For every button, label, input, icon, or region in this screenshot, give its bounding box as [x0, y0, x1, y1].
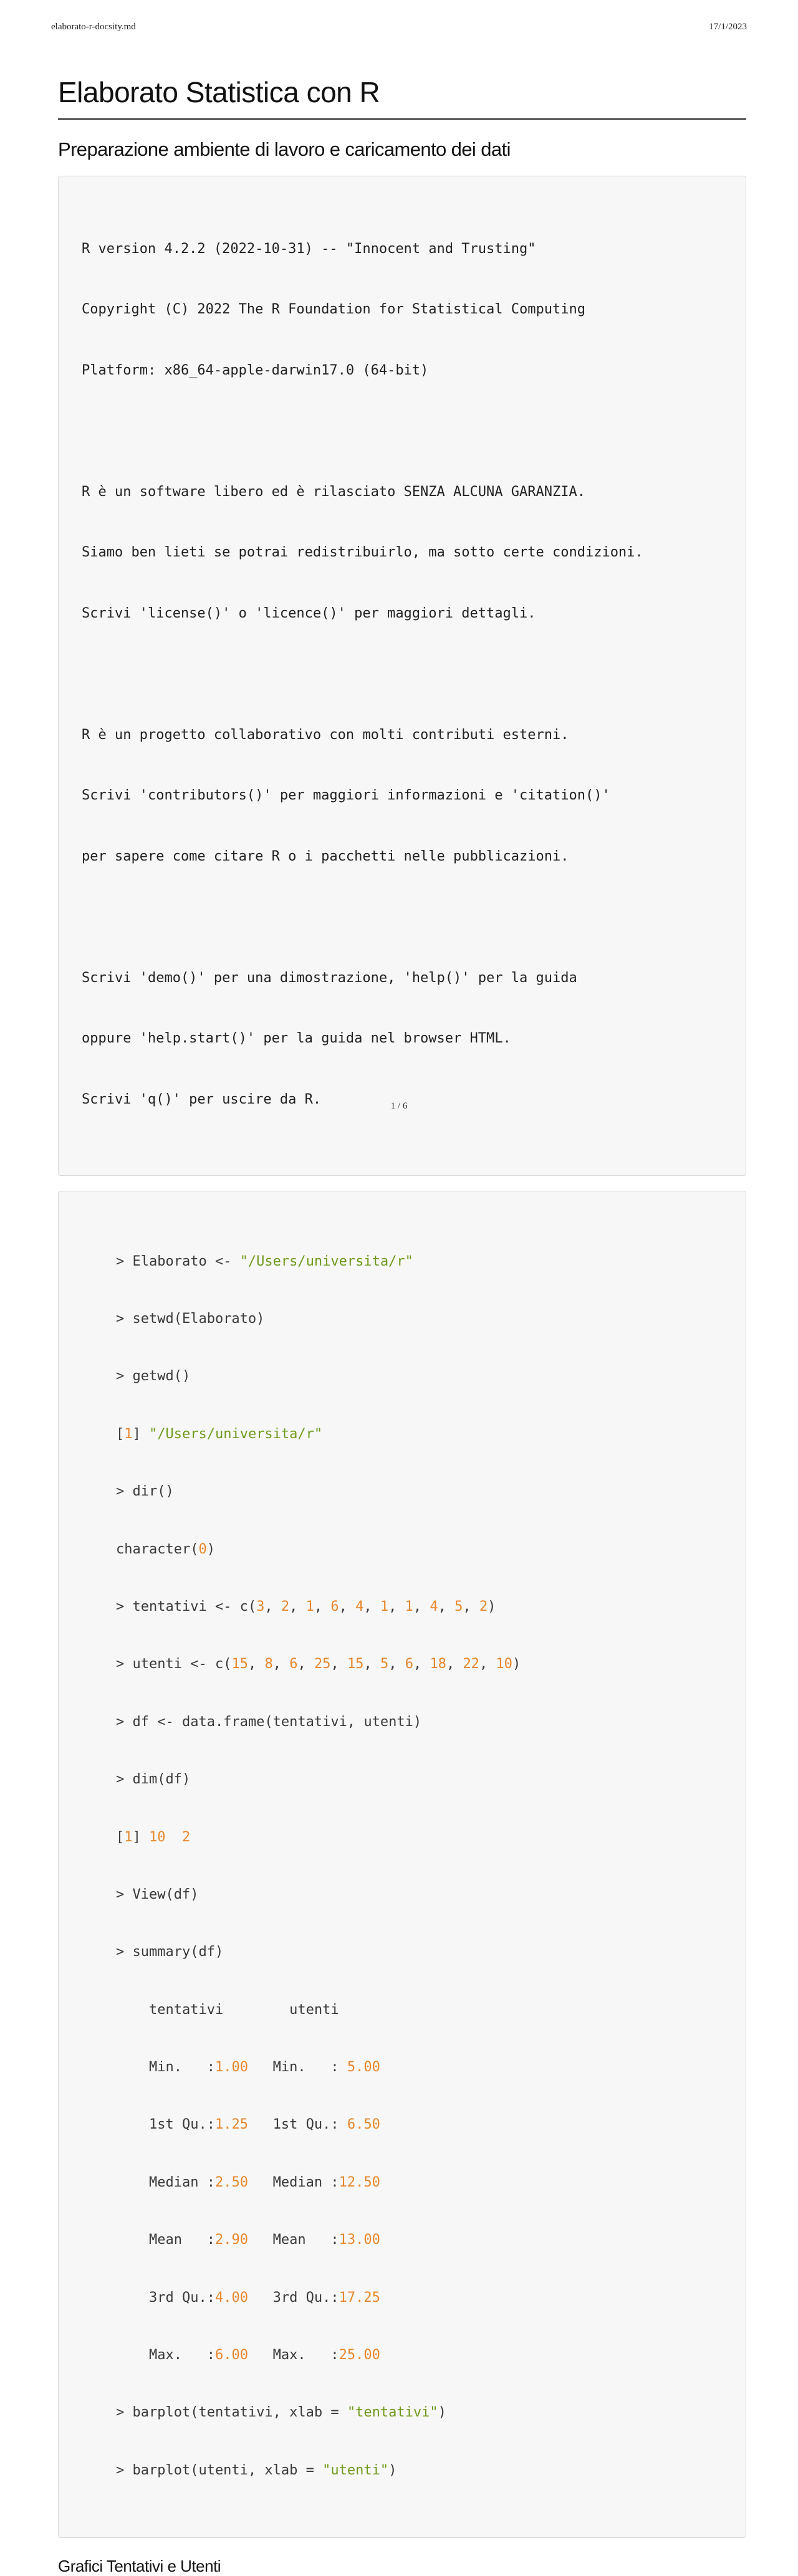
- output-line-getwd: [1] "/Users/universita/r": [116, 1426, 323, 1442]
- console-line: Scrivi 'q()' per uscire da R.: [82, 1091, 322, 1107]
- r-session-code-block: [58, 1191, 746, 2538]
- code-line-dataframe: > df <- data.frame(tentativi, utenti): [116, 1714, 422, 1730]
- print-header: [51, 22, 747, 32]
- document-content: [58, 75, 746, 2576]
- print-date: 17/1/2023: [709, 22, 747, 32]
- console-line: Siamo ben lieti se potrai redistribuirlo, ma sotto certe condizioni.: [82, 545, 643, 560]
- print-filename: elaborato-r-docsity.md: [51, 22, 136, 32]
- output-line-dim: [1] 10 2: [116, 1829, 191, 1845]
- console-line: Scrivi 'contributors()' per maggiori informazioni e 'citation()': [82, 788, 610, 803]
- code-line-barplot-tentativi: > barplot(tentativi, xlab = "tentativi"): [116, 2405, 446, 2421]
- string-literal: "utenti": [322, 2462, 389, 2478]
- code-line-dir: > dir(): [116, 1484, 174, 1500]
- string-literal: "tentativi": [347, 2405, 438, 2421]
- code-line-view: > View(df): [116, 1886, 199, 1902]
- code-line-dim: > dim(df): [116, 1772, 191, 1788]
- code-line-utenti: > utenti <- c(15, 8, 6, 25, 15, 5, 6, 18, 22, 10): [116, 1656, 521, 1672]
- console-line: Copyright (C) 2022 The R Foundation for Statistical Computing: [82, 302, 585, 317]
- page-title: Elaborato Statistica con R: [58, 75, 746, 120]
- subsection-heading: Grafici Tentativi e Utenti: [58, 2557, 221, 2576]
- code-line-setwd: > setwd(Elaborato): [116, 1310, 265, 1327]
- code-line-barplot-utenti: > barplot(utenti, xlab = "utenti"): [116, 2462, 397, 2478]
- console-line: Scrivi 'license()' o 'licence()' per maggiori dettagli.: [82, 605, 536, 621]
- console-line: R è un software libero ed è rilasciato SENZA ALCUNA GARANZIA.: [82, 484, 585, 500]
- console-line: Platform: x86_64-apple-darwin17.0 (64-bit): [82, 362, 429, 378]
- console-line: per sapere come citare R o i pacchetti nelle pubblicazioni.: [82, 848, 569, 864]
- string-literal: "/Users/universita/r": [239, 1253, 413, 1269]
- console-line: oppure 'help.start()' per la guida nel browser HTML.: [82, 1031, 511, 1046]
- r-startup-console-block: [58, 176, 746, 1176]
- section-heading: Preparazione ambiente di lavoro e caricamento dei dati: [58, 138, 511, 160]
- summary-row: Median :2.50 Median :12.50: [116, 2174, 380, 2190]
- code-line-assign-path: > Elaborato <- "/Users/universita/r": [116, 1253, 413, 1269]
- page-number: 1 / 6: [390, 1101, 408, 1111]
- summary-row: Max. :6.00 Max. :25.00: [116, 2347, 380, 2364]
- console-line: R version 4.2.2 (2022-10-31) -- "Innocent and Trusting": [82, 241, 536, 257]
- code-line-summary: > summary(df): [116, 1944, 224, 1960]
- console-blank-line: [82, 664, 723, 685]
- output-line-dir: character(0): [116, 1541, 215, 1557]
- summary-row: 3rd Qu.:4.00 3rd Qu.:17.25: [116, 2289, 380, 2306]
- code-line-getwd: > getwd(): [116, 1368, 191, 1385]
- code-line-tentativi: > tentativi <- c(3, 2, 1, 6, 4, 1, 1, 4, 5, 2): [116, 1598, 496, 1615]
- summary-row: 1st Qu.:1.25 1st Qu.: 6.50: [116, 2117, 380, 2133]
- console-blank-line: [82, 907, 723, 928]
- summary-header-row: tentativi utenti: [116, 2001, 339, 2018]
- summary-row: Min. :1.00 Min. : 5.00: [116, 2059, 380, 2076]
- console-line: Scrivi 'demo()' per una dimostrazione, 'help()' per la guida: [82, 970, 577, 986]
- console-line: R è un progetto collaborativo con molti contributi esterni.: [82, 727, 569, 743]
- console-blank-line: [82, 421, 723, 442]
- string-literal: "/Users/universita/r": [149, 1426, 323, 1442]
- summary-row: Mean :2.90 Mean :13.00: [116, 2232, 380, 2248]
